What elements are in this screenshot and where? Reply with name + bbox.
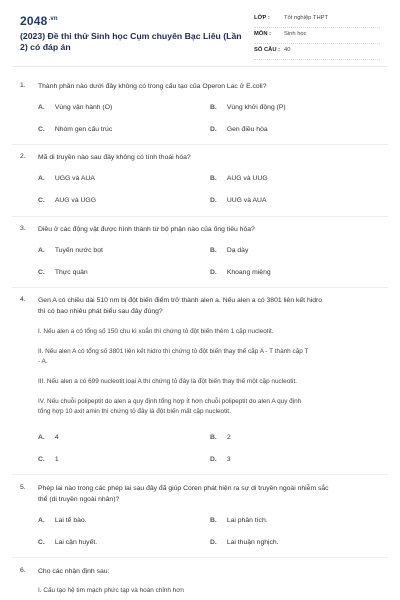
statement-iii: III. Nếu alen a có 699 nucleotit loại A thì chứng tỏ đây là đột biến thay thế một cặp nucleotit. <box>38 378 298 385</box>
option-d[interactable] <box>210 126 268 133</box>
question-separator <box>12 216 388 217</box>
option-text: 3 <box>226 456 231 463</box>
option-letter: A. <box>38 175 45 182</box>
statement-i: I. Nếu alen a có tổng số 150 chu kì xoắn thì chứng tỏ đột biến thêm 1 cặp nucleotit. <box>38 328 274 335</box>
option-a[interactable] <box>38 434 59 441</box>
option-text: UGG và AUA <box>54 175 95 182</box>
option-text: AUG và UUG <box>226 175 268 182</box>
option-c[interactable] <box>38 269 88 276</box>
question-stem-line: thì có bao nhiêu phát biểu sau đây đúng? <box>38 308 163 315</box>
option-text: Lai phân tích. <box>226 517 268 524</box>
option-letter: C. <box>38 456 45 463</box>
question-stem: Mã di truyền nào sau đây không có tính thoái hóa? <box>38 154 191 161</box>
option-letter: B. <box>210 247 217 254</box>
option-letter: D. <box>210 456 217 463</box>
meta-key: MÔN : <box>254 31 272 37</box>
site-logo[interactable] <box>20 14 58 28</box>
option-d[interactable] <box>210 456 231 463</box>
option-text: 4 <box>54 434 59 441</box>
statement-iv-cont: tổng hợp 10 axit amin thì chứng tỏ đây là đột biến mất cặp nucleotit. <box>38 408 231 415</box>
question-number: 5. <box>20 484 26 491</box>
question-separator <box>12 557 388 558</box>
option-d[interactable] <box>210 269 271 276</box>
meta-key: SỐ CÂU : <box>254 47 281 53</box>
option-b[interactable] <box>210 104 286 111</box>
option-letter: D. <box>210 126 217 133</box>
question-stem-line: Phép lai nào trong các phép lai sau đây đã giúp Coren phát hiện ra sự di truyền ngoài nhiễm sắc <box>38 485 329 492</box>
option-text: Khoang miệng <box>226 269 271 276</box>
option-letter: D. <box>210 539 217 546</box>
option-letter: B. <box>210 175 217 182</box>
question-number: 2. <box>20 153 26 160</box>
option-text: UUG và AUA <box>226 197 267 204</box>
meta-question-count <box>254 45 380 60</box>
question-number: 1. <box>20 82 26 89</box>
option-b[interactable] <box>210 517 268 524</box>
statement-ii-cont: - A. <box>38 358 48 365</box>
option-a[interactable] <box>38 104 112 111</box>
question-stem: Cho các nhận định sau: <box>38 568 110 575</box>
exam-title: (2023) Đề thi thử Sinh học Cụm chuyên Bạc Liêu (Lần 2) có đáp án <box>20 31 242 52</box>
option-b[interactable] <box>210 247 248 254</box>
question-stem-line: thể (di truyền ngoài nhân)? <box>38 496 120 503</box>
logo-suffix: .vn <box>48 16 58 22</box>
option-letter: D. <box>210 197 217 204</box>
option-letter: C. <box>38 269 45 276</box>
option-b[interactable] <box>210 434 231 441</box>
question-number: 6. <box>20 567 26 574</box>
question-separator <box>12 287 388 288</box>
option-letter: B. <box>210 104 217 111</box>
option-letter: D. <box>210 269 217 276</box>
statement-i: I. Cấu tạo hệ tim mạch phức tạp và hoàn chỉnh hơn <box>38 587 184 594</box>
meta-value: Sinh học <box>284 31 307 37</box>
option-letter: C. <box>38 126 45 133</box>
option-letter: C. <box>38 539 45 546</box>
exam-meta <box>254 13 380 61</box>
option-a[interactable] <box>38 247 103 254</box>
option-letter: B. <box>210 434 217 441</box>
option-text: Vùng khởi động (P) <box>226 104 286 111</box>
option-d[interactable] <box>210 539 279 546</box>
question-separator <box>12 144 388 145</box>
option-text: 1 <box>54 456 59 463</box>
option-b[interactable] <box>210 175 268 182</box>
meta-value: 40 <box>284 47 291 53</box>
option-c[interactable] <box>38 539 97 546</box>
question-separator <box>12 474 388 475</box>
option-c[interactable] <box>38 197 96 204</box>
option-letter: C. <box>38 197 45 204</box>
option-text: 2 <box>226 434 231 441</box>
option-c[interactable] <box>38 456 59 463</box>
meta-key: LỚP : <box>254 15 270 21</box>
option-c[interactable] <box>38 126 112 133</box>
option-d[interactable] <box>210 197 266 204</box>
question-stem-line: Gen A có chiều dài 510 nm bị đột biến điểm trở thành alen a. Nếu alen a có 3801 liên kết hidro <box>38 297 323 304</box>
meta-class <box>254 13 380 28</box>
option-text: Lai tế bào. <box>54 517 87 524</box>
meta-value: Tốt nghiệp THPT <box>284 15 329 21</box>
question-number: 3. <box>20 225 26 232</box>
option-letter: B. <box>210 517 217 524</box>
statement-iv: IV. Nếu chuỗi polipeptit do alen a quy định tổng hợp ít hơn chuỗi polipeptit do alen A quy định <box>38 398 302 405</box>
option-letter: A. <box>38 517 45 524</box>
meta-subject <box>254 29 380 44</box>
option-text: Gen điều hòa <box>226 126 268 133</box>
logo-text: 2048 <box>20 14 48 28</box>
option-text: AUG và UGG <box>54 197 96 204</box>
option-text: Tuyến nước bọt <box>54 247 103 254</box>
option-text: Dạ dày <box>226 247 249 254</box>
option-letter: A. <box>38 247 45 254</box>
option-text: Lai thuận nghịch. <box>226 539 279 546</box>
option-text: Nhóm gen cấu trúc <box>54 126 113 133</box>
option-text: Vùng vận hành (O) <box>54 104 113 111</box>
option-letter: A. <box>38 434 45 441</box>
option-a[interactable] <box>38 175 95 182</box>
header-divider <box>12 66 388 67</box>
page-header <box>0 0 400 70</box>
question-stem: Thành phần nào dưới đây không có trong cấu tạo của Operon Lac ở E.coli? <box>38 83 267 90</box>
question-stem: Diều ở các động vật được hình thành từ bộ phận nào của ống tiêu hóa? <box>38 226 255 233</box>
option-letter: A. <box>38 104 45 111</box>
statement-ii: II. Nếu alen A có tổng số 3801 liên kết hidro thì chứng tỏ đột biến thay thế cặp A - T thành cặp T <box>38 348 309 355</box>
option-a[interactable] <box>38 517 87 524</box>
question-number: 4. <box>20 296 26 303</box>
option-text: Thực quản <box>54 269 88 276</box>
option-text: Lai cận huyết. <box>54 539 98 546</box>
